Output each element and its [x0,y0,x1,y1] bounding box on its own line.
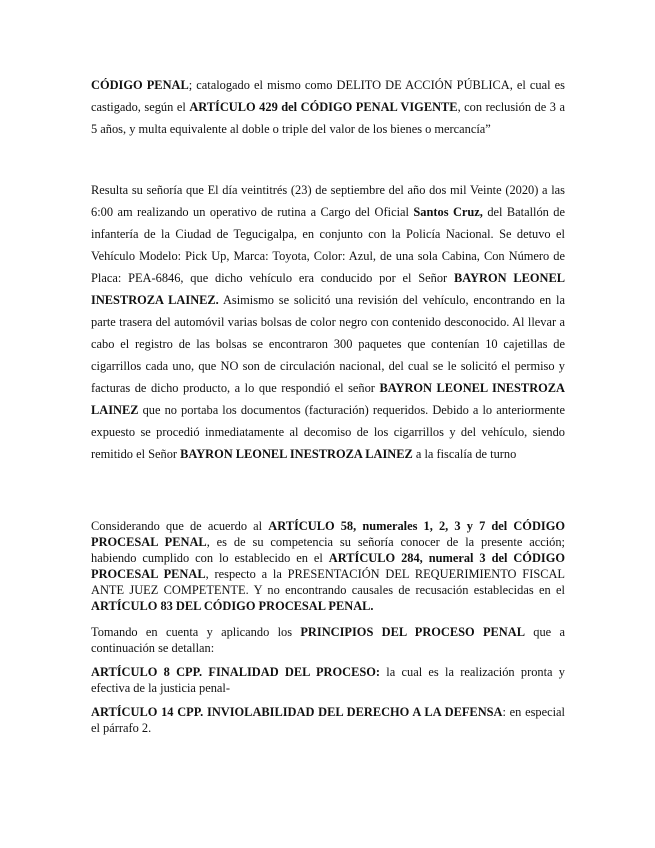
text-run: , respecto a la PRESENTACIÓN DEL REQUERIMIENTO FISCAL ANTE JUEZ COMPETENTE. Y no encontrando causales de recusación establecidas en el [91,567,565,597]
bold-text-run: BAYRON LEONEL INESTROZA LAINEZ. [91,271,565,307]
bold-text-run: CÓDIGO PENAL [91,78,189,92]
text-run: Tomando en cuenta y aplicando los [91,625,301,639]
text-run: la cual es la realización pronta y efectiva de la justicia penal- [91,665,566,695]
bold-text-run: PRINCIPIOS DEL PROCESO PENAL [300,625,525,639]
paragraph-penal-code [91,74,565,140]
bold-text-run: BAYRON LEONEL INESTROZA LAINEZ [91,381,565,417]
bold-text-run: ARTÍCULO 83 DEL CÓDIGO PROCESAL PENAL. [91,599,374,613]
bold-text-run: ARTÍCULO 8 CPP. FINALIDAD DEL PROCESO: [91,665,381,679]
text-run: ; catalogado el mismo como DELITO DE ACCIÓN PÚBLICA, el cual es castigado, según el [91,78,565,114]
paragraph-facts [91,179,565,465]
text-run: , es de su competencia su señoría conocer de la presente acción; habiendo cumplido con lo establecido en el [91,535,565,565]
text-run: Resulta su señoría que El día veintitrés (23) de septiembre del año dos mil Veinte (2020) a las 6:00 am realizando un operativo de rutina a Cargo del Oficial [91,183,565,219]
bold-text-run: Santos Cruz, [413,205,483,219]
text-run: del Batallón de infantería de la Ciudad de Tegucigalpa, en conjunto con la Policía Nacional. Se detuvo el Vehículo Modelo: Pick Up, Marca: Toyota, Color: Azul, de una sola Cabina, Con Número de Placa: PEA-6846, que dicho vehículo era conducido por el Señor [91,205,566,285]
paragraph-principles-intro [91,624,565,656]
bold-text-run: ARTÍCULO 14 CPP. INVIOLABILIDAD DEL DERECHO A LA DEFENSA [91,705,503,719]
text-run: Asimismo se solicitó una revisión del vehículo, encontrando en la parte trasera del automóvil varias bolsas de color negro con contenido desconocido. Al llevar a cabo el registro de las bolsas se encontraron 300 paquetes que contenían 10 cajetillas de cigarrillos cada uno, que NO son de circulación nacional, del cual se le solicitó el permiso y facturas de dicho producto, a lo que respondió el señor [91,293,565,395]
text-run: Considerando que de acuerdo al [91,519,269,533]
text-run: a la fiscalía de turno [412,447,517,461]
paragraph-competence [91,518,565,614]
bold-text-run: ARTÍCULO 284, numeral 3 del CÓDIGO PROCESAL PENAL [91,551,565,581]
text-run: : en especial el párrafo 2. [91,705,565,735]
text-run: , con reclusión de 3 a 5 años, y multa equivalente al doble o triple del valor de los bienes o mercancía” [91,100,565,136]
paragraph-article-14 [91,704,565,736]
bold-text-run: ARTÍCULO 429 del CÓDIGO PENAL VIGENTE [189,100,458,114]
bold-text-run: ARTÍCULO 58, numerales 1, 2, 3 y 7 del CÓDIGO PROCESAL PENAL [91,519,565,549]
text-run: que no portaba los documentos (facturación) requeridos. Debido a lo anteriormente expuesto se procedió inmediatamente al decomiso de los cigarrillos y del vehículo, siendo remitido el Señor [91,403,565,461]
paragraph-article-8 [91,664,565,696]
text-run: que a continuación se detallan: [91,625,565,655]
bold-text-run: BAYRON LEONEL INESTROZA LAINEZ [180,447,413,461]
